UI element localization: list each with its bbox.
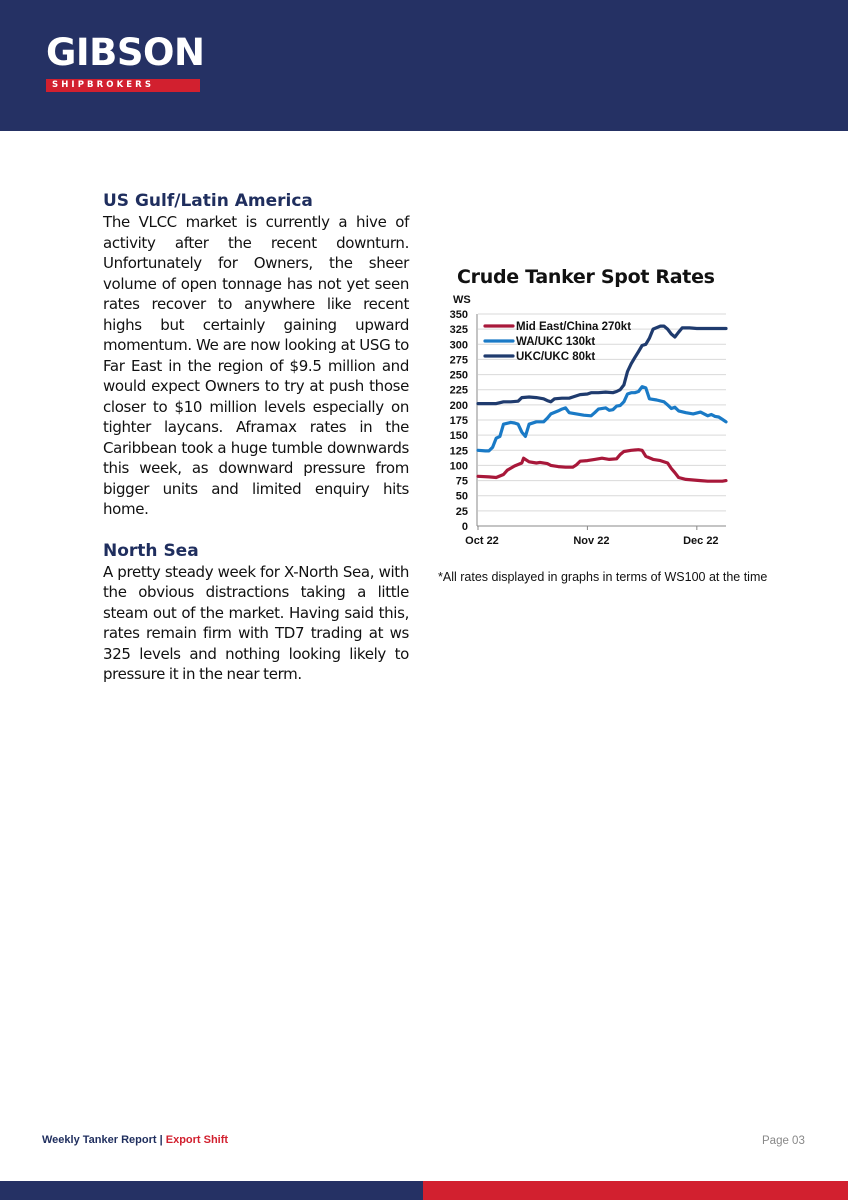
x-tick-label: Dec 22: [683, 535, 719, 547]
y-tick-label: 350: [449, 309, 468, 321]
y-tick-label: 225: [449, 384, 468, 397]
footer-bar-navy: [0, 1181, 423, 1200]
x-tick-label: Nov 22: [573, 535, 610, 547]
chart-title: Crude Tanker Spot Rates: [457, 266, 715, 288]
y-tick-label: 125: [449, 445, 468, 458]
section-title-usgulf: US Gulf/Latin America: [103, 191, 313, 211]
legend-label-0: Mid East/China 270kt: [516, 321, 632, 333]
legend-label-1: WA/UKC 130kt: [516, 336, 596, 348]
legend-label-2: UKC/UKC 80kt: [516, 351, 596, 363]
brand-tagline: SHIPBROKERS: [46, 79, 200, 92]
y-tick-label: 0: [461, 521, 468, 533]
y-tick-label: 50: [455, 490, 468, 503]
y-tick-label: 275: [449, 354, 468, 367]
y-tick-label: 150: [449, 430, 468, 443]
y-tick-label: 200: [449, 399, 468, 412]
footer-section-name: Export Shift: [165, 1134, 229, 1146]
y-tick-label: 25: [455, 505, 468, 518]
y-tick-label: 300: [449, 339, 468, 352]
y-tick-label: 175: [449, 415, 468, 427]
x-tick-label: Oct 22: [465, 535, 499, 547]
y-tick-label: 250: [449, 369, 468, 382]
brand-logo: GIBSON: [46, 31, 205, 74]
footer-report-name: Weekly Tanker Report: [42, 1134, 157, 1146]
y-tick-label: 75: [455, 475, 468, 488]
footer-report-title: [42, 1134, 228, 1146]
chart-footnote: *All rates displayed in graphs in terms of WS100 at the time: [438, 570, 768, 584]
section-body-northsea: A pretty steady week for X-North Sea, with the obvious distractions taking a little steam out of the market. Having said this, rates remain firm with TD7 trading at ws 325 levels and nothing looking likely to pressure it in the near term.: [103, 562, 409, 683]
y-tick-label: 100: [449, 460, 468, 473]
footer-bar-red: [423, 1181, 848, 1200]
footer-separator: |: [159, 1134, 163, 1146]
chart-y-axis-label: WS: [453, 294, 471, 306]
y-tick-label: 325: [449, 324, 468, 337]
page-number: Page 03: [762, 1135, 805, 1147]
series-line-1: [478, 387, 726, 451]
section-title-northsea: North Sea: [103, 540, 199, 561]
section-body-usgulf: The VLCC market is currently a hive of activity after the recent downturn. Unfortunately for Owners, the sheer volume of open tonnage has not yet seen rates recover to anywhere like recent highs but certainly gaining upward momentum. We are now looking at USG to Far East in the region of $9.5 million and would expect Owners to try at push those closer to $10 million levels especially on tighter laycans. Aframax rates in the Caribbean took a huge tumble downwards this week, as downward pressure from bigger units and limited enquiry hits home.: [103, 213, 409, 518]
